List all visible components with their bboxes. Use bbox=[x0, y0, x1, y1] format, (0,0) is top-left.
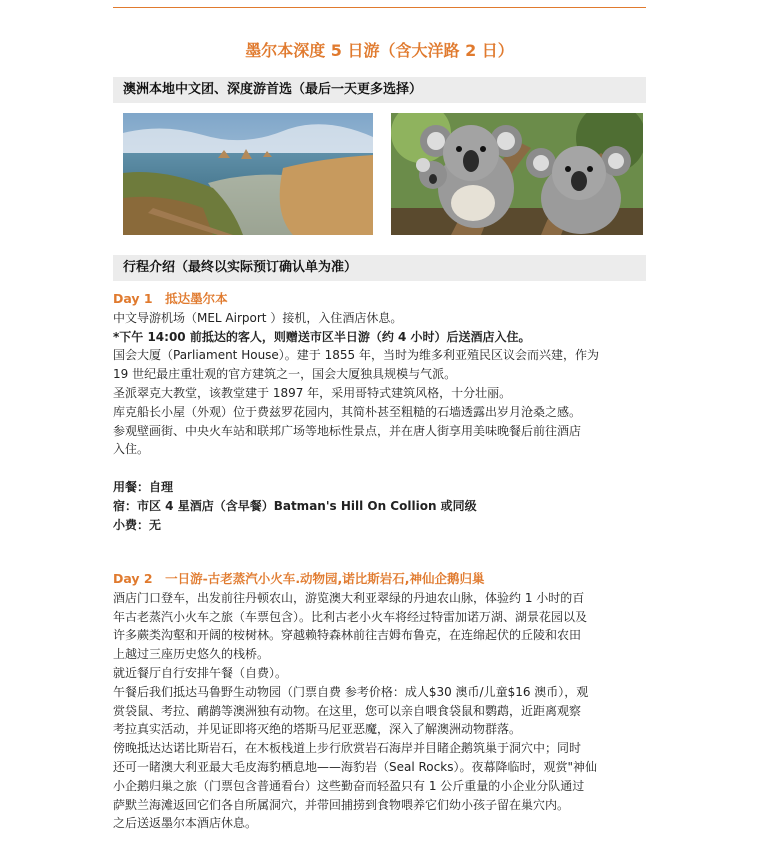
day2-line: 萨默兰海滩返回它们各自所属洞穴，并带回捕捞到食物喂养它们幼小孩子留在巢穴内。 bbox=[113, 797, 570, 812]
day2-line: 午餐后我们抵达马鲁野生动物园（门票自费 参考价格：成人$30 澳币/儿童$16 澳币），观 bbox=[113, 684, 589, 699]
day2-section bbox=[113, 570, 646, 833]
day1-line: 国会大厦（Parliament House）。建于 1855 年，当时为维多利亚殖民区议会而兴建，作为 bbox=[113, 348, 599, 363]
day1-line: 参观壁画街、中央火车站和联邦广场等地标性景点，并在唐人街享用美味晚餐后前往酒店 bbox=[113, 423, 582, 438]
day1-tips: 小费：无 bbox=[113, 517, 162, 532]
day1-hotel: 宿：市区 4 星酒店（含早餐）Batman's Hill On Collion 或同级 bbox=[113, 498, 477, 513]
day1-line: 入住。 bbox=[113, 442, 150, 457]
day2-line: 赏袋鼠、考拉、鸸鹋等澳洲独有动物。在这里，您可以亲自喂食袋鼠和鹦鹉，近距离观察 bbox=[113, 703, 582, 718]
day1-section bbox=[113, 290, 646, 535]
day2-line: 上越过三座历史悠久的栈桥。 bbox=[113, 647, 270, 662]
day2-line: 许多蕨类沟壑和开阔的桉树林。穿越赖特森林前往吉姆布鲁克，在连绵起伏的丘陵和农田 bbox=[113, 628, 582, 643]
day1-line: 中文导游机场（MEL Airport ）接机，入住酒店休息。 bbox=[113, 310, 403, 325]
itinerary-bar: 行程介绍（最终以实际预订确认单为准） bbox=[113, 255, 646, 281]
day2-line: 年古老蒸汽小火车之旅（车票包含）。比利古老小火车将经过特雷加诺万湖、湖景花园以及 bbox=[113, 609, 588, 624]
day2-line: 之后送返墨尔本酒店休息。 bbox=[113, 816, 258, 831]
day2-line: 小企鹅归巢之旅（门票包含普通看台）这些勤奋而轻盈只有 1 公斤重量的小企业分队通过 bbox=[113, 778, 585, 793]
day1-line: *下午 14:00 前抵达的客人，则赠送市区半日游（约 4 小时）后送酒店入住。 bbox=[113, 329, 531, 344]
day1-line: 圣派翠克大教堂，该教堂建于 1897 年，采用哥特式建筑风格，十分壮丽。 bbox=[113, 385, 512, 400]
intro-bar: 澳洲本地中文团、深度游首选（最后一天更多选择） bbox=[113, 77, 646, 103]
day1-line: 19 世纪最庄重壮观的官方建筑之一，国会大厦独具规模与气派。 bbox=[113, 367, 457, 382]
day1-line: 库克船长小屋（外观）位于费兹罗花园内，其简朴甚至粗糙的石墙透露出岁月沧桑之感。 bbox=[113, 404, 582, 419]
day2-line: 考拉真实活动，并见证即将灭绝的塔斯马尼亚恶魔，深入了解澳洲动物群落。 bbox=[113, 722, 522, 737]
page-title: 墨尔本深度 5 日游（含大洋路 2 日） bbox=[245, 41, 514, 60]
twelve-apostles-photo bbox=[123, 113, 373, 235]
top-rule bbox=[113, 7, 646, 8]
day2-line: 就近餐厅自行安排午餐（自费）。 bbox=[113, 665, 288, 680]
day1-heading: Day 1 抵达墨尔本 bbox=[113, 291, 228, 306]
day1-meals: 用餐：自理 bbox=[113, 480, 174, 495]
koala-photo bbox=[391, 113, 643, 235]
day2-line: 酒店门口登车，出发前往丹顿农山，游览澳大利亚翠绿的丹迪农山脉，体验约 1 小时的百 bbox=[113, 590, 585, 605]
day2-line: 还可一睹澳大利亚最大毛皮海豹栖息地——海豹岩（Seal Rocks）。夜幕降临时，观赏"神仙 bbox=[113, 759, 597, 774]
day2-heading: Day 2 一日游-古老蒸汽小火车.动物园,诺比斯岩石,神仙企鹅归巢 bbox=[113, 571, 485, 586]
day2-line: 傍晚抵达达诺比斯岩石，在木板栈道上步行欣赏岩石海岸并目睹企鹅筑巢于洞穴中；同时 bbox=[113, 741, 582, 756]
